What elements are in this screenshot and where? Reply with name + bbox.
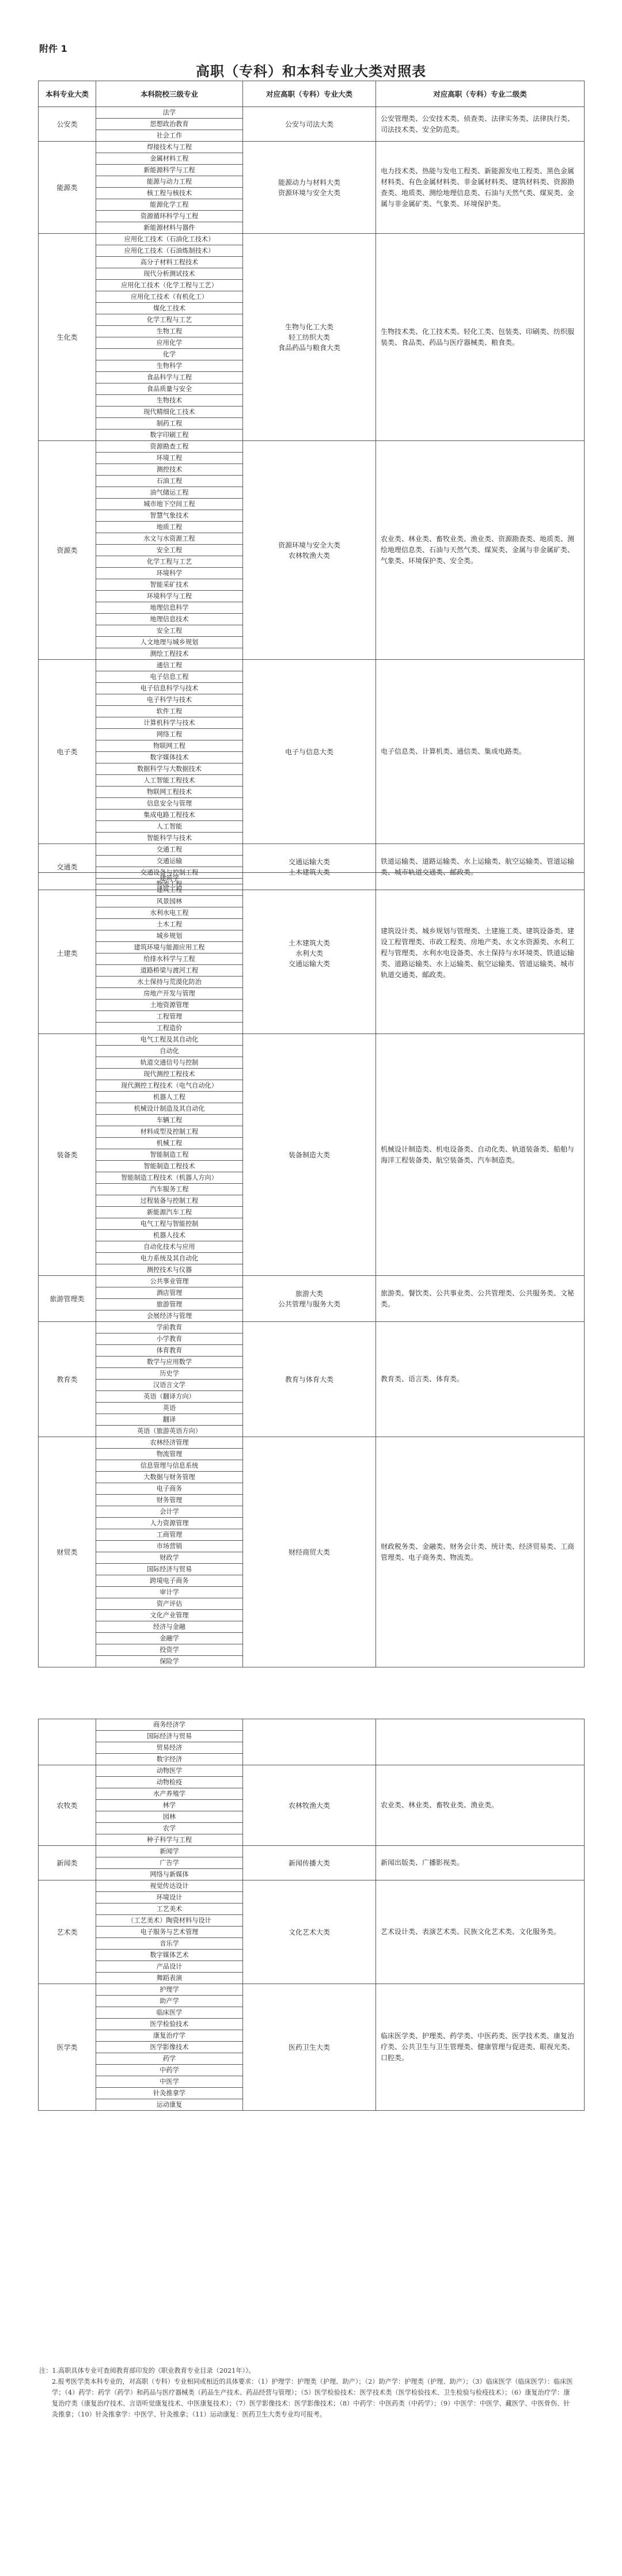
major-cell: 计算机科学与技术	[96, 717, 243, 729]
major-cell: 旅游管理	[96, 1299, 243, 1310]
major-cell: 地质工程	[96, 522, 243, 533]
vocational-subcategory-cell: 教育类、语言类、体育类。	[376, 1322, 585, 1437]
vocational-category-cell: 旅游大类 公共管理与服务大类	[243, 1276, 376, 1322]
major-cell: 食品质量与安全	[96, 383, 243, 395]
attachment-label: 附件 1	[39, 43, 67, 54]
major-cell: 新能源材料与器件	[96, 222, 243, 234]
major-cell: 跨境电子商务	[96, 1575, 243, 1587]
major-cell: 针灸推拿学	[96, 2088, 243, 2099]
major-cell: 历史学	[96, 1368, 243, 1380]
major-cell: 建筑环境与能源应用工程	[96, 942, 243, 953]
major-cell: 经济与金融	[96, 1621, 243, 1633]
major-cell: 新能源科学与工程	[96, 165, 243, 176]
table-row	[39, 441, 585, 453]
vocational-subcategory-cell: 铁道运输类、道路运输类、水上运输类、航空运输类、管道运输类、城市轨道交通类、邮政类。	[376, 844, 585, 890]
major-cell: 通信工程	[96, 660, 243, 671]
major-cell: 翻译	[96, 1414, 243, 1426]
major-cell: 金属材料工程	[96, 153, 243, 165]
major-cell: 给排水科学与工程	[96, 953, 243, 965]
major-cell: 电子信息工程	[96, 671, 243, 683]
major-cell: 物流管理	[96, 1449, 243, 1460]
major-cell: 现代测控工程技术（电气自动化）	[96, 1080, 243, 1092]
mapping-table-part-3	[38, 1719, 585, 2111]
major-cell: 投资学	[96, 1644, 243, 1656]
major-cell: 风景园林	[96, 896, 243, 907]
major-cell: 水利水电工程	[96, 907, 243, 919]
major-cell: 商务经济学	[96, 1719, 243, 1731]
header-cell: 本科专业大类	[39, 81, 96, 107]
category-cell: 资源类	[39, 441, 96, 660]
header-cell: 对应高职（专科）专业二级类	[376, 81, 585, 107]
major-cell: 财务管理	[96, 1495, 243, 1506]
table-row	[39, 234, 585, 245]
major-cell: 环境科学与工程	[96, 591, 243, 602]
table-row	[39, 1719, 585, 1731]
major-cell: 工程管理	[96, 1011, 243, 1023]
category-cell: 教育类	[39, 1322, 96, 1437]
major-cell: 中医学	[96, 2076, 243, 2088]
major-cell: 焊接技术与工程	[96, 142, 243, 153]
major-cell: 社会工作	[96, 130, 243, 142]
category-cell: 旅游管理类	[39, 1276, 96, 1322]
major-cell: 建筑学	[96, 873, 243, 884]
major-cell: 工艺美术	[96, 1903, 243, 1915]
major-cell: 英语（翻译方向）	[96, 1391, 243, 1403]
major-cell: 财政学	[96, 1552, 243, 1564]
category-cell: 农牧类	[39, 1765, 96, 1846]
major-cell: 应用化工技术（石油化工技术）	[96, 234, 243, 245]
vocational-subcategory-cell: 农业类、林业类、畜牧业类、渔业类。	[376, 1765, 585, 1846]
major-cell: 新闻学	[96, 1846, 243, 1857]
major-cell: 测控技术与仪器	[96, 1264, 243, 1276]
major-cell: 农学	[96, 1823, 243, 1834]
major-cell: 信息管理与信息系统	[96, 1460, 243, 1472]
major-cell: 化学工程与工艺	[96, 556, 243, 568]
major-cell: 动物医学	[96, 1765, 243, 1777]
major-cell: 电子科学与技术	[96, 694, 243, 706]
header-row	[39, 81, 585, 107]
vocational-category-cell: 交通运输大类 土木建筑大类	[243, 844, 376, 890]
major-cell: 智能制造工程	[96, 1149, 243, 1161]
major-cell: 林学	[96, 1800, 243, 1811]
notes	[39, 2365, 576, 2420]
major-cell: 机器人技术	[96, 1230, 243, 1241]
major-cell: 国际经济与贸易	[96, 1731, 243, 1742]
major-cell: 交通设备与控制工程	[96, 867, 243, 879]
vocational-subcategory-cell: 机械设计制造类、机电设备类、自动化类、轨道装备类、船舶与海洋工程装备类、航空装备类、汽车制造类。	[376, 1034, 585, 1276]
major-cell: 水土保持与荒漠化防治	[96, 977, 243, 988]
major-cell: 应用化工技术（化学工程与工艺）	[96, 280, 243, 291]
major-cell: 数字印刷工程	[96, 430, 243, 441]
major-cell: 信息安全与管理	[96, 798, 243, 810]
major-cell: 交通运输	[96, 856, 243, 867]
major-cell: 数字经济	[96, 1754, 243, 1765]
major-cell: （工艺美术）陶瓷材料与设计	[96, 1915, 243, 1927]
major-cell: 房地产开发与管理	[96, 988, 243, 1000]
major-cell: 音乐学	[96, 1938, 243, 1950]
major-cell: 国际经济与贸易	[96, 1564, 243, 1575]
mapping-table-part-1	[38, 81, 585, 890]
category-cell: 交通类	[39, 844, 96, 890]
major-cell: 电子商务	[96, 1483, 243, 1495]
major-cell: 护理学	[96, 1984, 243, 1996]
vocational-category-cell: 教育与体育大类	[243, 1322, 376, 1437]
major-cell: 地理信息科学	[96, 602, 243, 614]
vocational-category-cell: 生物与化工大类 轻工纺织大类 食品药品与粮食大类	[243, 234, 376, 441]
header-cell: 本科院校三级专业	[96, 81, 243, 107]
major-cell: 网络与新媒体	[96, 1869, 243, 1880]
vocational-subcategory-cell: 农业类、林业类、畜牧业类、渔业类、资源勘查类、地质类、测绘地理信息类、石油与天然气类、煤炭类、金属与非金属矿类、气象类、环境保护类、安全类。	[376, 441, 585, 660]
table-row	[39, 142, 585, 153]
major-cell: 过程装备与控制工程	[96, 1195, 243, 1207]
major-cell: 材料成型及控制工程	[96, 1126, 243, 1138]
table-row	[39, 1034, 585, 1046]
vocational-category-cell: 装备制造大类	[243, 1034, 376, 1276]
vocational-category-cell: 资源环境与安全大类 农林牧渔大类	[243, 441, 376, 660]
major-cell: 油气储运工程	[96, 487, 243, 499]
major-cell: 智能科学与技术	[96, 833, 243, 844]
major-cell: 电气工程及其自动化	[96, 1034, 243, 1046]
table-row	[39, 1765, 585, 1777]
major-cell: 新能源汽车工程	[96, 1207, 243, 1218]
major-cell: 制药工程	[96, 418, 243, 430]
table-row	[39, 1437, 585, 1449]
major-cell: 资源勘查工程	[96, 441, 243, 453]
category-cell: 土建类	[39, 873, 96, 1034]
major-cell: 农林经济管理	[96, 1437, 243, 1449]
major-cell: 交通工程	[96, 844, 243, 856]
mapping-table-part-2	[38, 872, 585, 1667]
category-cell: 装备类	[39, 1034, 96, 1276]
major-cell: 环境设计	[96, 1892, 243, 1903]
major-cell: 临床医学	[96, 2007, 243, 2019]
major-cell: 城市地下空间工程	[96, 499, 243, 510]
major-cell: 广告学	[96, 1857, 243, 1869]
major-cell: 保险学	[96, 1656, 243, 1667]
major-cell: 现代分析测试技术	[96, 268, 243, 280]
major-cell: 核工程与核技术	[96, 188, 243, 199]
table-row	[39, 660, 585, 671]
category-cell: 艺术类	[39, 1880, 96, 1984]
vocational-subcategory-cell: 旅游类、餐饮类、公共事业类、公共管理类、公共服务类、文秘类。	[376, 1276, 585, 1322]
major-cell: 汽车服务工程	[96, 1184, 243, 1195]
major-cell: 市场营销	[96, 1541, 243, 1552]
table-row	[39, 1846, 585, 1857]
major-cell: 道路桥梁与渡河工程	[96, 965, 243, 977]
major-cell: 数据科学与大数据技术	[96, 763, 243, 775]
major-cell: 文化产业管理	[96, 1610, 243, 1621]
major-cell: 生物科学	[96, 360, 243, 372]
category-cell: 医学类	[39, 1984, 96, 2111]
table-row	[39, 1276, 585, 1287]
major-cell: 安全工程	[96, 625, 243, 637]
major-cell: 生物工程	[96, 326, 243, 337]
table-row	[39, 1880, 585, 1892]
vocational-subcategory-cell: 电力技术类、热能与发电工程类、新能源发电工程类、黑色金属材料类、有色金属材料类、非金属材料类、建筑材料类、资源勘查类、地质类、测绘地理信息类、石油与天然气类、煤炭类、金属与非金属矿类、气象类、环境保护类。	[376, 142, 585, 234]
major-cell: 网络工程	[96, 729, 243, 740]
vocational-category-cell: 农林牧渔大类	[243, 1765, 376, 1846]
major-cell: 城乡规划	[96, 930, 243, 942]
major-cell: 审计学	[96, 1587, 243, 1598]
major-cell: 应用化工技术（有机化工）	[96, 291, 243, 303]
major-cell: 中药学	[96, 2065, 243, 2076]
major-cell: 动物检疫	[96, 1777, 243, 1788]
major-cell: 金融学	[96, 1633, 243, 1644]
major-cell: 产品设计	[96, 1961, 243, 1973]
major-cell: 视觉传达设计	[96, 1880, 243, 1892]
major-cell: 药学	[96, 2053, 243, 2065]
major-cell: 应用化工技术（石油炼制技术）	[96, 245, 243, 257]
major-cell: 会展经济与管理	[96, 1310, 243, 1322]
major-cell: 资产评估	[96, 1598, 243, 1610]
major-cell: 种子科学与工程	[96, 1834, 243, 1846]
major-cell: 电力系统及其自动化	[96, 1253, 243, 1264]
major-cell: 思想政治教育	[96, 119, 243, 130]
document-title: 高职（专科）和本科专业大类对照表	[196, 63, 426, 79]
major-cell: 大数据与财务管理	[96, 1472, 243, 1483]
major-cell: 应用化学	[96, 337, 243, 349]
major-cell: 人工智能工程技术	[96, 775, 243, 787]
major-cell: 集成电路工程技术	[96, 810, 243, 821]
major-cell: 机械设计制造及其自动化	[96, 1103, 243, 1115]
major-cell: 机械工程	[96, 1138, 243, 1149]
major-cell: 贸易经济	[96, 1742, 243, 1754]
vocational-category-cell: 医药卫生大类	[243, 1984, 376, 2111]
major-cell: 医学检验技术	[96, 2019, 243, 2030]
major-cell: 康复治疗学	[96, 2030, 243, 2042]
vocational-category-cell: 能源动力与材料大类 资源环境与安全大类	[243, 142, 376, 234]
major-cell: 数字媒体艺术	[96, 1950, 243, 1961]
major-cell: 软件工程	[96, 706, 243, 717]
vocational-category-cell: 公安与司法大类	[243, 107, 376, 142]
major-cell: 助产学	[96, 1996, 243, 2007]
vocational-subcategory-cell: 电子信息类、计算机类、通信类、集成电路类。	[376, 660, 585, 844]
category-cell: 能源类	[39, 142, 96, 234]
major-cell: 舞蹈表演	[96, 1973, 243, 1984]
table-row	[39, 1984, 585, 1996]
major-cell: 英语	[96, 1403, 243, 1414]
vocational-category-cell: 财经商贸大类	[243, 1437, 376, 1667]
major-cell: 会计学	[96, 1506, 243, 1518]
major-cell: 园林	[96, 1811, 243, 1823]
major-cell: 人力资源管理	[96, 1518, 243, 1529]
major-cell: 轨道交通信号与控制	[96, 1057, 243, 1069]
major-cell: 汉语言文学	[96, 1380, 243, 1391]
major-cell: 物流工程	[96, 879, 243, 890]
table-row	[39, 107, 585, 119]
major-cell: 地理信息技术	[96, 614, 243, 625]
major-cell: 测控技术	[96, 464, 243, 476]
major-cell: 小学教育	[96, 1333, 243, 1345]
major-cell: 机器人工程	[96, 1092, 243, 1103]
major-cell: 土木工程	[96, 919, 243, 930]
major-cell: 工程造价	[96, 1023, 243, 1034]
major-cell: 食品科学与工程	[96, 372, 243, 383]
major-cell: 电子信息科学与技术	[96, 683, 243, 694]
major-cell: 现代测控工程技术	[96, 1069, 243, 1080]
major-cell: 学前教育	[96, 1322, 243, 1333]
vocational-subcategory-cell: 公安管理类、公安技术类、侦查类、法律实务类、法律执行类、司法技术类、安全防范类。	[376, 107, 585, 142]
table-row	[39, 873, 585, 884]
table-row	[39, 844, 585, 856]
major-cell: 智能制造工程技术（机器人方向）	[96, 1172, 243, 1184]
major-cell: 人文地理与城乡规划	[96, 637, 243, 648]
category-cell	[39, 1719, 96, 1765]
vocational-subcategory-cell	[376, 1719, 585, 1765]
major-cell: 智能采矿技术	[96, 579, 243, 591]
major-cell: 石油工程	[96, 476, 243, 487]
major-cell: 公共事业管理	[96, 1276, 243, 1287]
major-cell: 化学工程与工艺	[96, 314, 243, 326]
major-cell: 自动化技术与应用	[96, 1241, 243, 1253]
vocational-category-cell: 新闻传播大类	[243, 1846, 376, 1880]
major-cell: 体育教育	[96, 1345, 243, 1357]
major-cell: 化学	[96, 349, 243, 360]
vocational-subcategory-cell: 艺术设计类、表演艺术类、民族文化艺术类、文化服务类。	[376, 1880, 585, 1984]
major-cell: 智能制造工程技术	[96, 1161, 243, 1172]
table-row	[39, 1322, 585, 1333]
major-cell: 自动化	[96, 1046, 243, 1057]
major-cell: 数字媒体技术	[96, 752, 243, 763]
major-cell: 测绘工程技术	[96, 648, 243, 660]
major-cell: 安全工程	[96, 545, 243, 556]
major-cell: 智慧气象技术	[96, 510, 243, 522]
note-2: 2.报考医学类本科专业的，对高职（专科）专业相同或相近的具体要求：（1）护理学：护理类（护理、助产）；（2）助产学：护理类（护理、助产）；（3）临床医学（临床医学）：临床医学；（4）药学：药学（药学）和药品与医疗器械类（药品生产技术、药品经营与管理）；（5）医学检验技术：医学技术类（医学检验技术、卫生检验与检疫技术）；（6）康复治疗学：康复治疗类（康复治疗技术、言语听觉康复技术、中医康复技术）；（7）医学影像技术：医学影像技术；（8）中药学：中医药类（中药学）；（9）中医学：中医学、藏医学、中医骨伤、针灸推拿；（10）针灸推拿学：中医学、针灸推拿；（11）运动康复：医药卫生大类专业均可报考。	[52, 2378, 573, 2418]
major-cell: 能源化学工程	[96, 199, 243, 211]
category-cell: 生化类	[39, 234, 96, 441]
major-cell: 环境科学	[96, 568, 243, 579]
major-cell: 物联网工程	[96, 740, 243, 752]
major-cell: 资源循环科学与工程	[96, 211, 243, 222]
major-cell: 土地资源管理	[96, 1000, 243, 1011]
vocational-subcategory-cell: 建筑设计类、城乡规划与管理类、土建施工类、建筑设备类、建设工程管理类、市政工程类、房地产类、水文水资源类、水利工程与管理类、水利水电设备类、水土保持与水环境类、铁道运输类、道路运输类、水上运输类、航空运输类、管道运输类、城市轨道交通类、邮政类。	[376, 873, 585, 1034]
vocational-subcategory-cell: 新闻出版类、广播影视类。	[376, 1846, 585, 1880]
major-cell: 高分子材料工程技术	[96, 257, 243, 268]
major-cell: 现代精细化工技术	[96, 406, 243, 418]
vocational-category-cell: 文化艺术大类	[243, 1880, 376, 1984]
major-cell: 英语（旅游英语方向）	[96, 1426, 243, 1437]
major-cell: 环境工程	[96, 453, 243, 464]
major-cell: 能源与动力工程	[96, 176, 243, 188]
major-cell: 生物技术	[96, 395, 243, 406]
vocational-category-cell: 电子与信息大类	[243, 660, 376, 844]
major-cell: 人工智能	[96, 821, 243, 833]
major-cell: 煤化工技术	[96, 303, 243, 314]
major-cell: 法学	[96, 107, 243, 119]
major-cell: 电子服务与艺术管理	[96, 1927, 243, 1938]
vocational-subcategory-cell: 生物技术类、化工技术类、轻化工类、包装类、印刷类、纺织服装类、食品类、药品与医疗器械类、粮食类。	[376, 234, 585, 441]
major-cell: 运动康复	[96, 2099, 243, 2111]
vocational-subcategory-cell: 临床医学类、护理类、药学类、中医药类、医学技术类、康复治疗类、公共卫生与卫生管理类、健康管理与促进类、眼视光类、口腔类。	[376, 1984, 585, 2111]
vocational-category-cell	[243, 1719, 376, 1765]
major-cell: 医学影像技术	[96, 2042, 243, 2053]
major-cell: 工商管理	[96, 1529, 243, 1541]
category-cell: 电子类	[39, 660, 96, 844]
major-cell: 水文与水资源工程	[96, 533, 243, 545]
major-cell: 建筑工程	[96, 884, 243, 896]
header-cell: 对应高职（专科）专业大类	[243, 81, 376, 107]
major-cell: 电气工程与智能控制	[96, 1218, 243, 1230]
major-cell: 数学与应用数学	[96, 1357, 243, 1368]
category-cell: 新闻类	[39, 1846, 96, 1880]
major-cell: 车辆工程	[96, 1115, 243, 1126]
major-cell: 酒店管理	[96, 1287, 243, 1299]
major-cell: 水产养殖学	[96, 1788, 243, 1800]
note-1: 注：1.高职具体专业可查阅教育部印发的《职业教育专业目录（2021年）》。	[39, 2367, 255, 2374]
category-cell: 财贸类	[39, 1437, 96, 1667]
major-cell: 物联网工程技术	[96, 787, 243, 798]
vocational-category-cell: 土木建筑大类 水利大类 交通运输大类	[243, 873, 376, 1034]
vocational-subcategory-cell: 财政税务类、金融类、财务会计类、统计类、经济贸易类、工商管理类、电子商务类、物流类。	[376, 1437, 585, 1667]
category-cell: 公安类	[39, 107, 96, 142]
